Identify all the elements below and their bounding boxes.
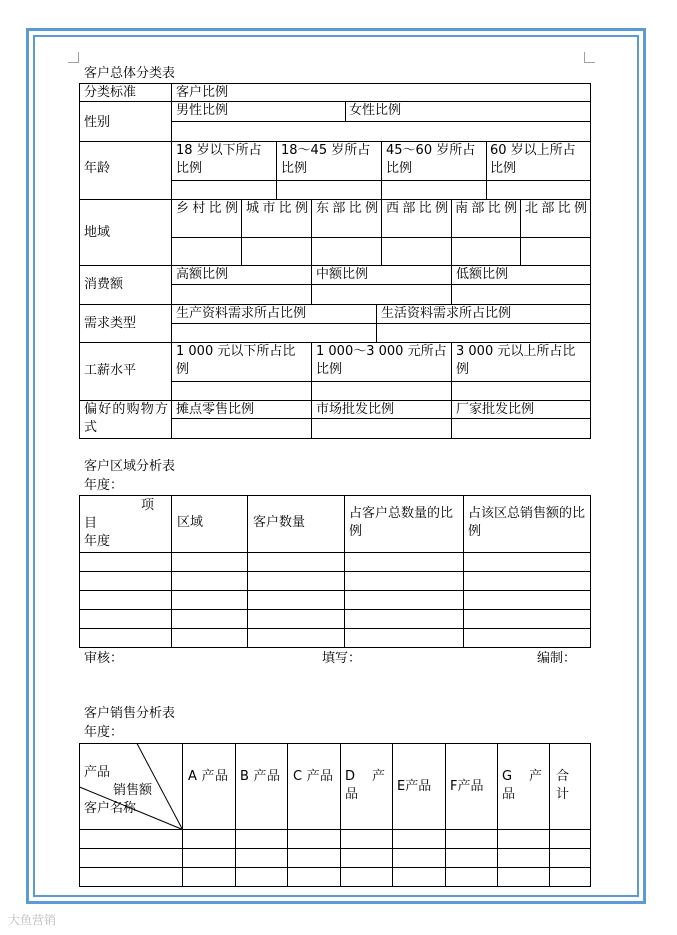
age-label: 年龄 [84,161,111,176]
review-label: 审核： [84,651,124,666]
region-label: 地域 [84,225,111,240]
age-under-18: 18 岁以下所占比例 [176,143,262,176]
spending-label: 消费额 [84,277,124,292]
shopping-label: 偏好的购物方式 [84,402,168,435]
salary-1000-3000: 1 000～3 000 元所占比例 [316,344,447,377]
south-ratio: 南部比例 [455,201,517,216]
corner-customer: 客户名称 [84,801,137,816]
header-product-e: E产品 [397,779,432,794]
header-total: 合计 [556,769,570,802]
header-product-c: C 产品 [293,769,333,784]
age-18-45: 18～45 岁所占比例 [281,143,371,176]
urban-ratio: 城市比例 [246,201,308,216]
header-sales-share: 占该区总销售额的比例 [468,506,586,539]
retail-ratio: 摊点零售比例 [176,402,255,417]
table3-title: 客户销售分析表 [84,706,176,721]
header-customer-count: 客户数量 [253,515,306,530]
header-region: 区域 [177,515,204,530]
table2-title: 客户区域分析表 [84,459,176,474]
corner-year: 年度 [84,534,111,549]
header-product-f: F产品 [450,779,484,794]
rural-ratio: 乡村比例 [176,201,238,216]
east-ratio: 东部比例 [316,201,378,216]
corner-mu: 目 [84,516,98,531]
header-product-b: B 产品 [240,769,280,784]
salary-under-1000: 1 000 元以下所占比例 [176,344,296,377]
gender-label: 性别 [84,115,111,130]
header-product-d: D 产品 [345,769,385,802]
table3-year-label: 年度： [84,725,124,740]
age-45-60: 45～60 岁所占比例 [386,143,476,176]
female-ratio: 女性比例 [349,103,402,118]
production-demand-ratio: 生产资料需求所占比例 [176,306,307,321]
north-ratio: 北部比例 [525,201,587,216]
header-product-g: G 产品 [502,769,542,802]
table2-year-label: 年度： [84,478,124,493]
corner-sales: 销售额 [113,783,153,798]
compile-label: 编制： [537,651,577,666]
high-spending-ratio: 高额比例 [176,267,229,282]
living-demand-ratio: 生活资料需求所占比例 [381,306,512,321]
header-customer-share: 占客户总数量的比例 [349,506,454,539]
mid-spending-ratio: 中额比例 [316,267,369,282]
factory-wholesale-ratio: 厂家批发比例 [456,402,535,417]
demand-label: 需求类型 [84,316,137,331]
header-product-a: A 产品 [188,769,228,784]
age-over-60: 60 岁以上所占比例 [490,143,576,176]
table1-header-value: 客户比例 [176,85,229,100]
male-ratio: 男性比例 [176,103,229,118]
watermark: 大鱼营销 [8,913,57,927]
market-wholesale-ratio: 市场批发比例 [316,402,395,417]
corner-product: 产品 [84,765,111,780]
corner-item: 项 [141,498,155,513]
salary-label: 工薪水平 [84,363,137,378]
fill-label: 填写： [322,651,362,666]
low-spending-ratio: 低额比例 [456,267,509,282]
salary-over-3000: 3 000 元以上所占比例 [456,344,576,377]
table1-header-label: 分类标准 [84,85,137,100]
west-ratio: 西部比例 [386,201,448,216]
table1-title: 客户总体分类表 [84,66,176,81]
